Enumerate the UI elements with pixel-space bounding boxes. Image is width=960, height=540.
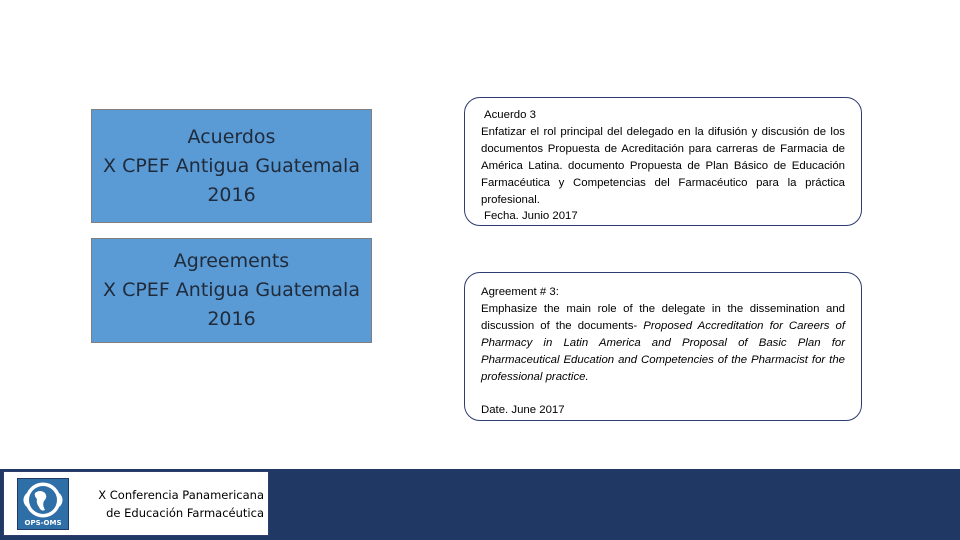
agreements-title-line3: 2016 <box>207 308 256 330</box>
agreements-title-line1: Agreements <box>173 250 290 272</box>
ops-oms-logo <box>17 478 69 530</box>
acuerdos-title-line1: Acuerdos <box>187 125 276 148</box>
footer-panel <box>3 471 269 536</box>
acuerdo-card-date: Fecha. Junio 2017 <box>484 210 578 223</box>
agreements-title-line2: X CPEF Antigua Guatemala <box>103 279 360 301</box>
logo-caption: OPS-OMS <box>24 519 62 527</box>
agreement-card <box>464 272 862 421</box>
footer-conference-text <box>80 486 264 522</box>
agreements-title-box <box>91 238 372 343</box>
acuerdo-card-title: Acuerdo 3 <box>484 109 536 121</box>
acuerdos-title-line3: 2016 <box>207 183 256 206</box>
acuerdos-title-line2: X CPEF Antigua Guatemala <box>103 154 360 177</box>
agreement-card-title: Agreement # 3: <box>481 286 559 298</box>
agreement-card-body-italic: Proposed Accreditation for Careers of Pharmacy in Latin America and Proposal of Basic Plan for Pharmaceutical Education and Competencies of the Pharmacist for the professional practice. <box>481 319 845 383</box>
acuerdo-card-body: Enfatizar el rol principal del delegado en la difusión y discusión de los documentos Propuesta de Acreditación para carreras de Farmacia de América Latina. documento Propuesta de Plan Básico de Educación Farmacéutica y Competencias del Farmacéutico para la práctica profesional. <box>481 125 845 206</box>
agreement-card-body <box>481 301 845 386</box>
footer-bar <box>0 469 960 540</box>
agreement-card-date: Date. June 2017 <box>481 404 565 417</box>
globe-icon <box>18 479 68 521</box>
footer-line2: de Educación Farmacéutica <box>106 506 264 520</box>
agreement-card-body-plain: Emphasize the main role of the delegate in the dissemination and discussion of the documents- <box>481 302 845 332</box>
acuerdos-title-box <box>91 109 372 223</box>
footer-line1: X Conferencia Panamericana <box>98 488 264 502</box>
acuerdo-card <box>464 97 862 226</box>
